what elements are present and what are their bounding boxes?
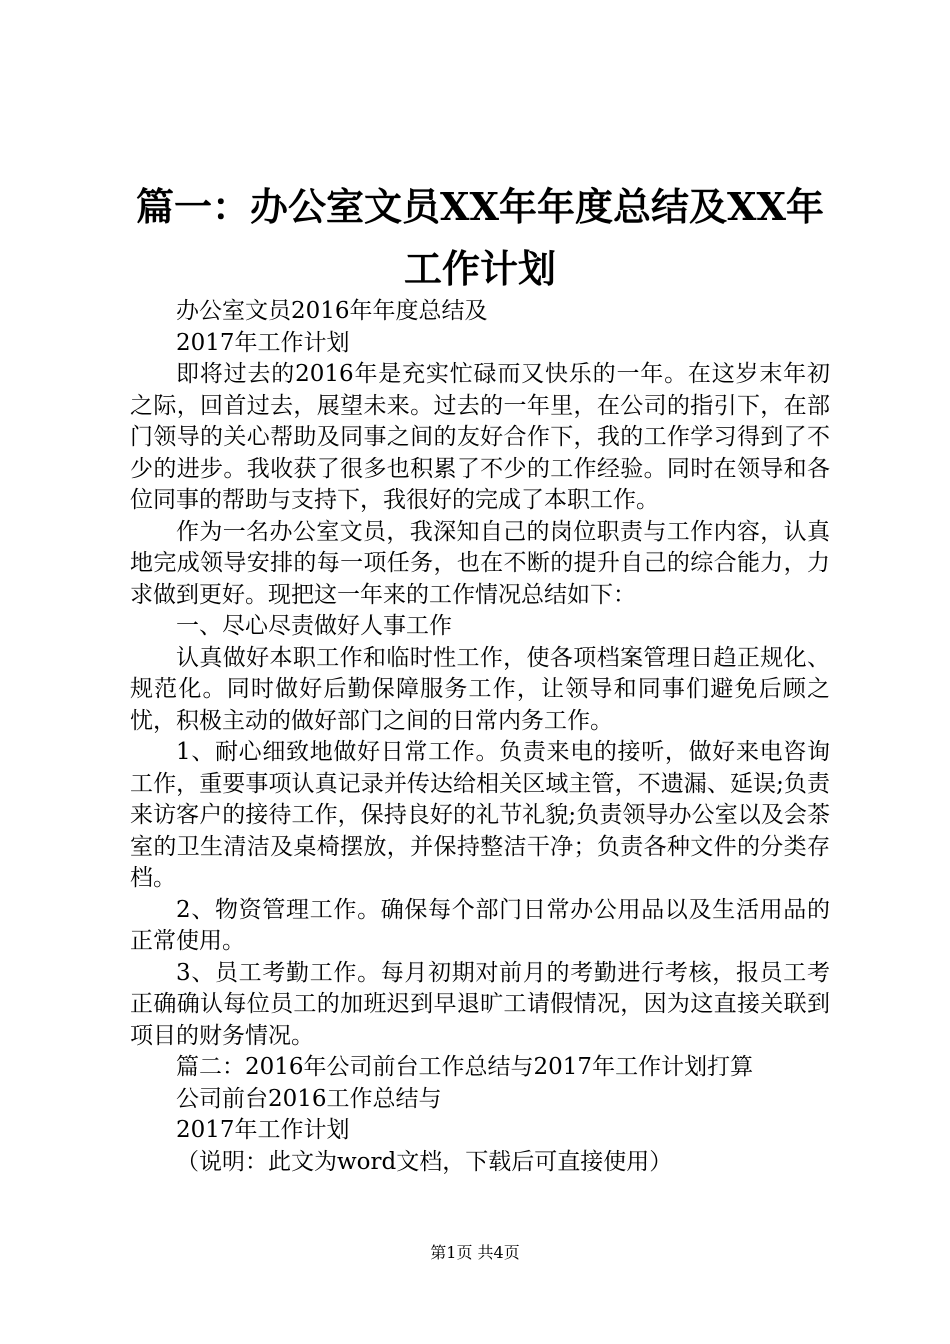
section-heading: 一、尽心尽责做好人事工作: [176, 613, 452, 639]
paragraph: 2、物资管理工作。确保每个部门日常办公用品以及生活用品的正常使用。: [130, 896, 830, 954]
document-body: [130, 296, 830, 1178]
paragraph: 作为一名办公室文员，我深知自己的岗位职责与工作内容，认真地完成领导安排的每一项任务，也在不断的提升自己的综合能力，力求做到更好。现把这一年来的工作情况总结如下：: [130, 518, 830, 608]
page-number: 第1页 共4页: [430, 1243, 520, 1262]
paragraph: 篇二：2016年公司前台工作总结与2017年工作计划打算: [176, 1054, 754, 1080]
paragraph: 公司前台2016工作总结与: [176, 1085, 442, 1112]
paragraph: 3、员工考勤工作。每月初期对前月的考勤进行考核，报员工考正确确认每位员工的加班迟到早退旷工请假情况，因为这直接关联到项目的财务情况。: [130, 959, 830, 1049]
paragraph: 2017年工作计划: [176, 1117, 350, 1143]
paragraph: 办公室文员2016年年度总结及: [176, 298, 488, 324]
paragraph: 认真做好本职工作和临时性工作，使各项档案管理日趋正规化、规范化。同时做好后勤保障服务工作，让领导和同事们避免后顾之忧，积极主动的做好部门之间的日常内务工作。: [130, 644, 830, 734]
paragraph: 2017年工作计划: [176, 329, 350, 356]
paragraph: 1、耐心细致地做好日常工作。负责来电的接听，做好来电咨询工作，重要事项认真记录并传达给相关区域主管，不遗漏、延误;负责来访客户的接待工作，保持良好的礼节礼貌;负责领导办公室以及会茶室的卫生清洁及桌椅摆放，并保持整洁干净；负责各种文件的分类存档。: [130, 739, 830, 891]
document-title: 篇一：办公室文员XX年年度总结及XX年工作计划: [136, 184, 824, 291]
paragraph: 即将过去的2016年是充实忙碌而又快乐的一年。在这岁末年初之际，回首过去，展望未来。过去的一年里，在公司的指引下，在部门领导的关心帮助及同事之间的友好合作下，我的工作学习得到了不少的进步。我收获了很多也积累了不少的工作经验。同时在领导和各位同事的帮助与支持下，我很好的完成了本职工作。: [130, 361, 830, 513]
paragraph: （说明：此文为word文档，下载后可直接使用）: [176, 1148, 673, 1175]
